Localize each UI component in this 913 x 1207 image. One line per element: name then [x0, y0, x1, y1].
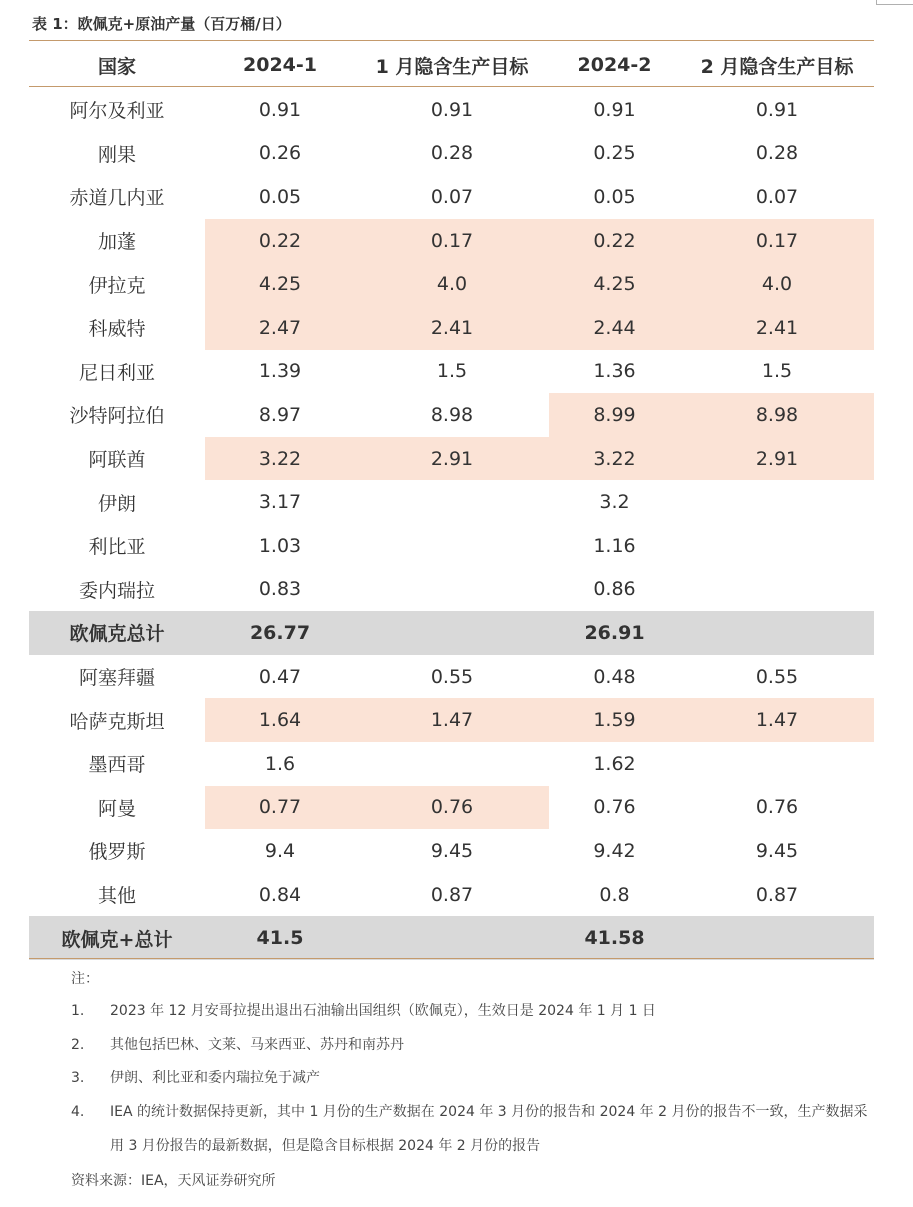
table-row: [29, 175, 874, 219]
cell-2024-1: 0.91: [258, 98, 302, 121]
cell-jan-target: 4.0: [355, 262, 549, 306]
cell-jan-target: 0.76: [355, 786, 549, 830]
cell-2024-2: 0.76: [593, 796, 636, 819]
cell-2024-1: 0.83: [258, 578, 302, 601]
cell-2024-1: 2.47: [205, 306, 355, 350]
cell-2024-2: 0.25: [593, 142, 636, 165]
cell-feb-target: 0.91: [755, 98, 799, 121]
cell-country: 尼日利亚: [78, 361, 155, 384]
cell-2024-2: 3.22: [549, 437, 680, 481]
cell-feb-target: [680, 568, 874, 612]
cell-2024-1: 0.77: [205, 786, 355, 830]
cell-jan-target: [355, 524, 549, 568]
cell-2024-1: 0.22: [205, 219, 355, 263]
cell-2024-2: 0.86: [593, 578, 636, 601]
cell-2024-2: 0.91: [593, 98, 636, 121]
header-country: 国家: [97, 55, 136, 78]
cell-jan-target: 2.91: [355, 437, 549, 481]
cell-country: 赤道几内亚: [69, 187, 165, 210]
cell-2024-2: 0.22: [549, 219, 680, 263]
cell-2024-2: 9.42: [593, 839, 636, 862]
cell-2024-1: 1.6: [264, 752, 296, 775]
cell-jan-target: 1.5: [436, 360, 468, 383]
cell-country: 科威特: [88, 318, 146, 341]
cell-feb-target: 1.5: [761, 360, 793, 383]
cell-country: 伊朗: [97, 492, 136, 515]
notes-label: 注：: [71, 971, 99, 987]
cell-feb-target: 0.28: [755, 142, 799, 165]
cell-jan-target: 0.17: [355, 219, 549, 263]
cell-2024-1: 0.47: [258, 665, 302, 688]
total-row: [29, 611, 874, 655]
cell-2024-2: 1.36: [593, 360, 636, 383]
note-number: 1.: [71, 1003, 85, 1019]
header-feb-target: 2 月隐含生产目标: [700, 55, 854, 78]
cell-country: 阿塞拜疆: [78, 667, 155, 690]
cell-jan-target: [355, 916, 549, 960]
table-row: [29, 742, 874, 786]
cell-2024-1: 4.25: [205, 262, 355, 306]
table-row: [29, 437, 874, 481]
cell-country: 利比亚: [88, 536, 146, 559]
cell-feb-target: 9.45: [755, 839, 799, 862]
cell-feb-target: 8.98: [680, 393, 874, 437]
cell-feb-target: 2.91: [680, 437, 874, 481]
cell-feb-target: [680, 742, 874, 786]
cell-2024-2: 41.58: [584, 927, 645, 950]
cell-feb-target: 0.07: [755, 185, 799, 208]
cell-2024-1: 0.05: [258, 185, 302, 208]
table-row: [29, 873, 874, 917]
cell-2024-1: 3.22: [205, 437, 355, 481]
cell-country: 哈萨克斯坦: [69, 710, 165, 733]
cell-country: 欧佩克总计: [69, 623, 165, 646]
table-title: 表 1：欧佩克+原油产量（百万桶/日）: [32, 15, 291, 33]
cell-jan-target: [355, 611, 549, 655]
cell-2024-2: 4.25: [549, 262, 680, 306]
table-header-row: [29, 44, 874, 86]
cell-feb-target: [680, 480, 874, 524]
table-bottom-rule: [29, 958, 874, 959]
cell-2024-2: 0.05: [593, 185, 636, 208]
cell-2024-2: 1.62: [593, 752, 636, 775]
cell-2024-2: 3.2: [599, 491, 630, 514]
cell-2024-1: 1.39: [258, 360, 302, 383]
cell-country: 沙特阿拉伯: [69, 405, 165, 428]
cell-feb-target: 4.0: [680, 262, 874, 306]
cell-country: 阿联酋: [88, 449, 146, 472]
cell-country: 欧佩克+总计: [61, 928, 173, 951]
table-row: [29, 306, 874, 350]
cell-feb-target: 0.17: [680, 219, 874, 263]
cell-2024-2: 2.44: [549, 306, 680, 350]
cell-feb-target: [680, 916, 874, 960]
page-corner-mark: [876, 0, 913, 5]
source-note: 资料来源：IEA，天风证券研究所: [71, 1173, 276, 1189]
table-top-rule: [29, 40, 874, 41]
header-rule: [29, 86, 874, 87]
cell-2024-1: 9.4: [264, 839, 296, 862]
header-jan-target: 1 月隐含生产目标: [375, 55, 529, 78]
total-row: [29, 916, 874, 960]
cell-feb-target: 0.55: [755, 665, 799, 688]
cell-2024-1: 41.5: [256, 927, 304, 950]
cell-jan-target: 0.28: [430, 142, 474, 165]
cell-2024-1: 1.03: [258, 534, 302, 557]
table-row: [29, 524, 874, 568]
table-row: [29, 350, 874, 394]
cell-feb-target: [680, 524, 874, 568]
table-row: [29, 219, 874, 263]
cell-jan-target: 0.55: [430, 665, 474, 688]
cell-jan-target: 0.87: [430, 883, 474, 906]
table-row: [29, 88, 874, 132]
cell-2024-1: 1.64: [205, 698, 355, 742]
cell-2024-2: 8.99: [549, 393, 680, 437]
cell-country: 阿曼: [97, 797, 136, 820]
table-row: [29, 393, 874, 437]
table-row: [29, 262, 874, 306]
cell-country: 其他: [97, 885, 136, 908]
table-row: [29, 132, 874, 176]
cell-jan-target: [355, 568, 549, 612]
cell-feb-target: 0.87: [755, 883, 799, 906]
cell-country: 俄罗斯: [88, 841, 146, 864]
cell-2024-2: 1.16: [593, 534, 636, 557]
table-row: [29, 829, 874, 873]
cell-feb-target: [680, 611, 874, 655]
cell-jan-target: 0.07: [430, 185, 474, 208]
cell-country: 阿尔及利亚: [69, 100, 165, 123]
cell-jan-target: 8.98: [430, 403, 474, 426]
note-number: 2.: [71, 1037, 85, 1053]
cell-jan-target: 0.91: [430, 98, 474, 121]
header-2024-1: 2024-1: [243, 54, 317, 76]
table-row: [29, 655, 874, 699]
cell-feb-target: 1.47: [680, 698, 874, 742]
header-2024-2: 2024-2: [577, 54, 652, 76]
table-row: [29, 786, 874, 830]
note-text: IEA 的统计数据保持更新，其中 1 月份的生产数据在 2024 年 3 月份的报告和 2024 年 2 月份的报告不一致，生产数据采用 3 月份报告的最新数据，但是隐含目标根据 2024 年 2 月份的报告: [110, 1104, 868, 1154]
cell-jan-target: [355, 480, 549, 524]
cell-feb-target: 0.76: [755, 796, 799, 819]
cell-jan-target: [355, 742, 549, 786]
cell-jan-target: 2.41: [355, 306, 549, 350]
cell-2024-1: 26.77: [249, 621, 311, 644]
table-row: [29, 480, 874, 524]
cell-country: 委内瑞拉: [78, 579, 155, 602]
cell-country: 刚果: [97, 143, 136, 166]
cell-2024-2: 0.48: [593, 665, 636, 688]
cell-country: 加蓬: [97, 231, 136, 254]
cell-2024-2: 0.8: [599, 883, 630, 906]
note-text: 2023 年 12 月安哥拉提出退出石油输出国组织（欧佩克），生效日是 2024 年 1 月 1 日: [110, 1003, 656, 1019]
cell-country: 墨西哥: [88, 754, 146, 777]
table-row: [29, 568, 874, 612]
cell-2024-1: 0.26: [258, 142, 302, 165]
cell-jan-target: 9.45: [430, 839, 474, 862]
table-row: [29, 698, 874, 742]
cell-2024-2: 1.59: [549, 698, 680, 742]
note-text: 伊朗、利比亚和委内瑞拉免于减产: [110, 1070, 320, 1086]
note-text: 其他包括巴林、文莱、马来西亚、苏丹和南苏丹: [110, 1037, 404, 1053]
cell-2024-2: 26.91: [584, 621, 645, 644]
note-number: 4.: [71, 1104, 85, 1120]
cell-2024-1: 0.84: [258, 883, 302, 906]
cell-jan-target: 1.47: [355, 698, 549, 742]
cell-2024-1: 8.97: [258, 403, 302, 426]
cell-feb-target: 2.41: [680, 306, 874, 350]
cell-country: 伊拉克: [88, 274, 146, 297]
cell-2024-1: 3.17: [258, 491, 302, 514]
note-number: 3.: [71, 1070, 85, 1086]
